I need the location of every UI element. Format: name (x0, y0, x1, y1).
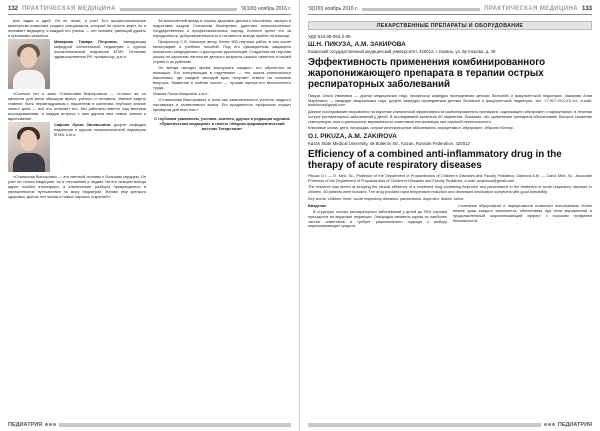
left-footer (8, 421, 291, 428)
paragraph: В структуре острых респираторных заболеваний у детей до 90% случаев приходится на вирусные инфекции. Лихорадка является одним из наиболее частых симптомов и требует рационального подхода к выбору жаропонижающих средств. (308, 210, 447, 229)
left-column-1 (8, 18, 146, 417)
footer-dots (45, 423, 56, 426)
article-body (308, 34, 592, 417)
left-page-number: 132 (8, 6, 19, 12)
left-issue-label: '9(100) ноябрь 2016 г. (241, 6, 291, 12)
header-bar (120, 8, 237, 11)
bio-name-italic: Ишкина Лилия Анваровна, к.м.н.: (153, 92, 209, 96)
paragraph: вых задач и идей. Он не лечит, а учит. Его профессиональное мастерство позволяет создать специалиста, который не просто знает, но и понимает медицину, а каждый его ученик — это человек, умеющий думать и принимать решения. (8, 18, 146, 38)
right-running-header (308, 4, 592, 14)
paragraph: Он всегда находит время выслушать каждого, кто обратился за помощью. Его консультации в отделениях — это школа клинического мышления, где каждый молодой врач получает ответы на сложные вопросы. Уважение и любовь коллег — лучшая оценка его многолетнего труда. (153, 65, 291, 90)
portrait-photo (8, 122, 50, 172)
paragraph: «Станислав Викторович — это светлый человек с большим сердцем. Он учит не только медицине, но и отношению к людям. На его лекциях всегда царит особая атмосфера, а клинические разборы превращаются в увлекательное путешествие по миру педиатрии. Желаю ему крепкого здоровья, долгих лет жизни и новых научных открытий!» (8, 174, 146, 199)
paragraph: Сочетание ибупрофена и парацетамола позволяет использовать более низкие дозы каждого компонента, обеспечивая при этом выраженный и продолжительный жаропонижающий эффект с хорошим профилем безопасности. (453, 204, 592, 223)
left-running-header (8, 4, 291, 14)
intro-columns (308, 204, 592, 230)
right-page-number: 133 (581, 6, 592, 12)
bio-name: Макарова Тамара Петровна, (54, 39, 118, 44)
header-bar (362, 8, 480, 11)
header-rule (308, 14, 592, 15)
paragraph: Профессор С.В. Мальцев автор более 500 научных работ, в том числе монографий и учебных пособий. Под его руководством защищено множество кандидатских и докторских диссертаций. Созданная им научная школа по изучению патологии детского возраста широко известна в нашей стране и за рубежом. (153, 39, 291, 64)
paragraph: «Станислава Викторовича я знаю как замечательного учителя, мудрого наставника и талантливого врача. Его преданность профессии служит примером для всех нас.» (153, 96, 291, 112)
dedication-note: С глубоким уважением, ученики, коллеги, друзья и редакция журнала «Практическая медицина» и газеты «Медико-фармацевтический вестник Татарстана» (154, 115, 290, 131)
contact-en: Pikuza O.I. — D. Med. Sc., Professor of the Department of Propaedeutics of Children's Diseases and Faculty Pediatrics; Zakirova A.M. — Cand. Med. Sc., Associate Professor of the Department of Propaedeutics of Children's Diseases and Faculty Pediatrics, e-mail: azakirova@gmail.com (308, 173, 592, 183)
paragraph: «Сколько лет я знаю Станислава Викторовича — столько же он является для меня образцом врача, учёного и человека. Умение видеть главное, быть неравнодушным к пациентам и коллегам, глубокое знание своего дела — всё это отличает его. Мы работали вместе над многими исследованиями, и каждая встреча с ним дарила мне новые знания и вдохновение. (8, 91, 146, 121)
right-footer (308, 421, 592, 428)
abstract-en: The research was aimed at studying the clinical efficiency of a combined drug containing ibuprofen and paracetamol in the treatment of acute respiratory diseases in children. 60 patients were included. The drug provided rapid temperature reduction and decreased intoxication symptoms with good tolerability. (308, 185, 592, 195)
intro-column-2 (453, 204, 592, 230)
contact-ru: Пикуза Ольга Ивановна — доктор медицинских наук, профессор кафедры пропедевтики детских болезней и факультетской педиатрии; Закирова Алия Маратовна — кандидат медицинских наук, доцент кафедры пропедевтики детских болезней и факультетской педиатрии, тел. +7-917-XXX-XX-XX, e-mail: azakirova@gmail.com (308, 94, 592, 108)
right-section-title: ПРАКТИЧЕСКАЯ МЕДИЦИНА (484, 6, 578, 12)
affiliation-en: Kazan State Medical University, 49 Butlerov Str., Kazan, Russian Federation, 420012 (308, 140, 470, 146)
affiliation-ru: Казанский государственный медицинский университет, 420012, г. Казань, ул. Бутлерова, д. 49 (308, 49, 496, 54)
right-page (300, 0, 600, 431)
bio-name: Сафина Луиза Зиновьевна, (54, 122, 111, 127)
article-title-ru: Эффективность применения комбинированного жаропонижающего препарата в терапии острых респираторных заболеваний (308, 57, 546, 90)
header-rule (8, 14, 291, 15)
paragraph: За многолетний вклад в охрану здоровья детского населения, заслуги в подготовке кадров Станислав Викторович удостоен многочисленных государственных и профессиональных наград. Коллеги ценят его за порядочность, доброжелательность и готовность всегда прийти на помощь. (153, 18, 291, 38)
footer-label: ПЕДИАТРИЯ (8, 421, 43, 428)
authors-ru: Ш.Н. ПИКУЗА, А.М. ЗАКИРОВА (308, 41, 406, 48)
footer-label: ПЕДИАТРИЯ (557, 421, 592, 428)
udc-code: УДК 616.98-053.2-08 (308, 34, 351, 39)
rubric-banner: ЛЕКАРСТВЕННЫЕ ПРЕПАРАТЫ И ОБОРУДОВАНИЕ (308, 21, 592, 30)
article-title-en: Efficiency of a combined anti-inflammatory drug in the therapy of acute respiratory diseases (308, 148, 562, 171)
portrait-photo (8, 39, 50, 89)
keywords-en: Key words: children, fever, acute respiratory diseases, paracetamol, ibuprofen, Ibuklin Junior. (308, 196, 465, 201)
left-columns (8, 18, 291, 417)
bio-text: заведующая кафедрой госпитальной педиатрии с курсом поликлинической педиатрии КГМУ, Отличник здравоохранения РФ, профессор, д.м.н. (54, 39, 146, 59)
footer-bar (59, 423, 291, 427)
bio-text: доцент кафедры педиатрии с курсом поликлинической педиатрии КГМА, к.м.н. (54, 122, 146, 137)
authors-en: O.I. PIKUZA, A.M. ZAKIROVA (308, 132, 397, 140)
left-section-title: ПРАКТИЧЕСКАЯ МЕДИЦИНА (22, 6, 116, 12)
left-column-2 (153, 18, 291, 417)
footer-dots (544, 423, 555, 426)
footer-bar (308, 423, 541, 427)
abstract-ru: Данное исследование направлено на изучение клинической эффективности комбинированного препарата, содержащего ибупрофен и парацетамол, в лечении острых респираторных заболеваний у детей. В исследование включено 60 пациентов. Показано, что применение препарата обеспечивает быстрое снижение температуры тела и уменьшение выраженности симптомов интоксикации при хорошей переносимости. (308, 110, 592, 124)
keywords-ru: Ключевые слова: дети, лихорадка, острые респираторные заболевания, парацетамол, ибупрофен, Ибуклин Юниор. (308, 126, 514, 131)
intro-heading: Введение (308, 204, 327, 209)
intro-column-1 (308, 204, 447, 230)
right-issue-label: '9(100) ноябрь 2016 г. (308, 6, 358, 12)
